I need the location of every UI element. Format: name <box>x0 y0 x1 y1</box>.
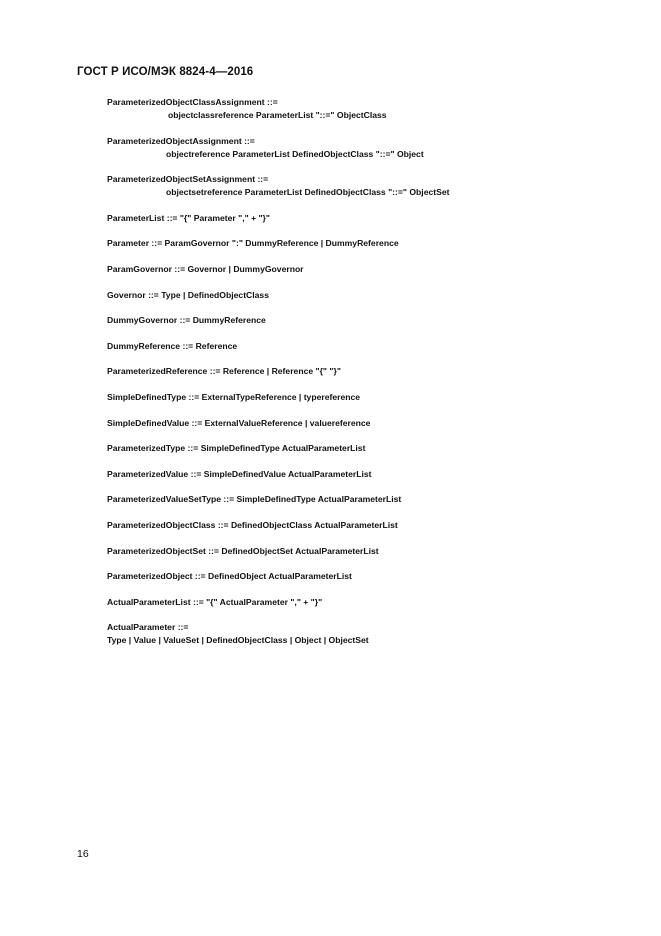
rule-definition-line: ParameterizedValue ::= SimpleDefinedValue ActualParameterList <box>107 468 372 479</box>
grammar-rule <box>107 391 647 404</box>
rule-definition-line: SimpleDefinedType ::= ExternalTypeReference | typereference <box>107 391 361 402</box>
rule-continuation-line: objectclassreference ParameterList "::=" ObjectClass <box>168 110 387 120</box>
rule-continuation-line: objectreference ParameterList DefinedObjectClass "::=" Object <box>166 148 424 159</box>
rule-definition-line: DummyGovernor ::= DummyReference <box>107 315 266 326</box>
rule-definition-line: Parameter ::= ParamGovernor ":" DummyReference | DummyReference <box>107 238 399 249</box>
grammar-rule <box>107 96 647 122</box>
rule-definition-line: ParameterizedObjectSet ::= DefinedObjectSet ActualParameterList <box>107 545 379 556</box>
rule-continuation-line: objectsetreference ParameterList DefinedObjectClass "::=" ObjectSet <box>166 187 450 198</box>
grammar-rule <box>107 365 647 378</box>
rule-definition-line: ActualParameterList ::= "{" ActualParameter "," + "}" <box>107 596 323 607</box>
grammar-rule <box>107 237 647 250</box>
standard-title: ГОСТ Р ИСО/МЭК 8824-4—2016 <box>77 66 254 78</box>
grammar-rule <box>107 263 647 276</box>
rule-definition-line: ParameterizedObjectClassAssignment ::= <box>107 97 278 107</box>
grammar-rule <box>107 468 647 481</box>
rule-definition-line: SimpleDefinedValue ::= ExternalValueReference | valuereference <box>107 417 371 428</box>
grammar-rule <box>107 519 647 532</box>
grammar-rule <box>107 289 647 302</box>
rule-definition-line: Governor ::= Type | DefinedObjectClass <box>107 289 269 300</box>
rule-definition-line: ParameterizedType ::= SimpleDefinedType ActualParameterList <box>107 443 366 454</box>
grammar-rule <box>107 212 647 225</box>
grammar-rule <box>107 442 647 455</box>
rule-definition-line: ActualParameter ::= <box>107 622 189 633</box>
rule-definition-line: ParameterizedObject ::= DefinedObject ActualParameterList <box>107 571 352 582</box>
grammar-rule <box>107 596 647 609</box>
grammar-rule <box>107 570 647 583</box>
grammar-rules <box>107 96 647 660</box>
rule-definition-line: ParameterizedReference ::= Reference | Reference "{" "}" <box>107 366 341 377</box>
grammar-rule <box>107 545 647 558</box>
rule-definition-line: ParameterizedObjectClass ::= DefinedObjectClass ActualParameterList <box>107 519 398 530</box>
grammar-rule <box>107 621 647 647</box>
grammar-rule <box>107 493 647 506</box>
rule-definition-line: ParameterizedValueSetType ::= SimpleDefinedType ActualParameterList <box>107 494 402 505</box>
page-number: 16 <box>77 848 89 860</box>
rule-continuation-line: Type | Value | ValueSet | DefinedObjectClass | Object | ObjectSet <box>107 635 369 646</box>
rule-definition-line: ParameterizedObjectSetAssignment ::= <box>107 174 269 185</box>
rule-definition-line: DummyReference ::= Reference <box>107 340 238 351</box>
grammar-rule <box>107 314 647 327</box>
grammar-rule <box>107 173 647 199</box>
rule-definition-line: ParameterList ::= "{" Parameter "," + "}" <box>107 212 270 223</box>
rule-definition-line: ParameterizedObjectAssignment ::= <box>107 135 255 146</box>
grammar-rule <box>107 417 647 430</box>
grammar-rule <box>107 135 647 161</box>
grammar-rule <box>107 340 647 353</box>
rule-definition-line: ParamGovernor ::= Governor | DummyGovernor <box>107 263 304 274</box>
